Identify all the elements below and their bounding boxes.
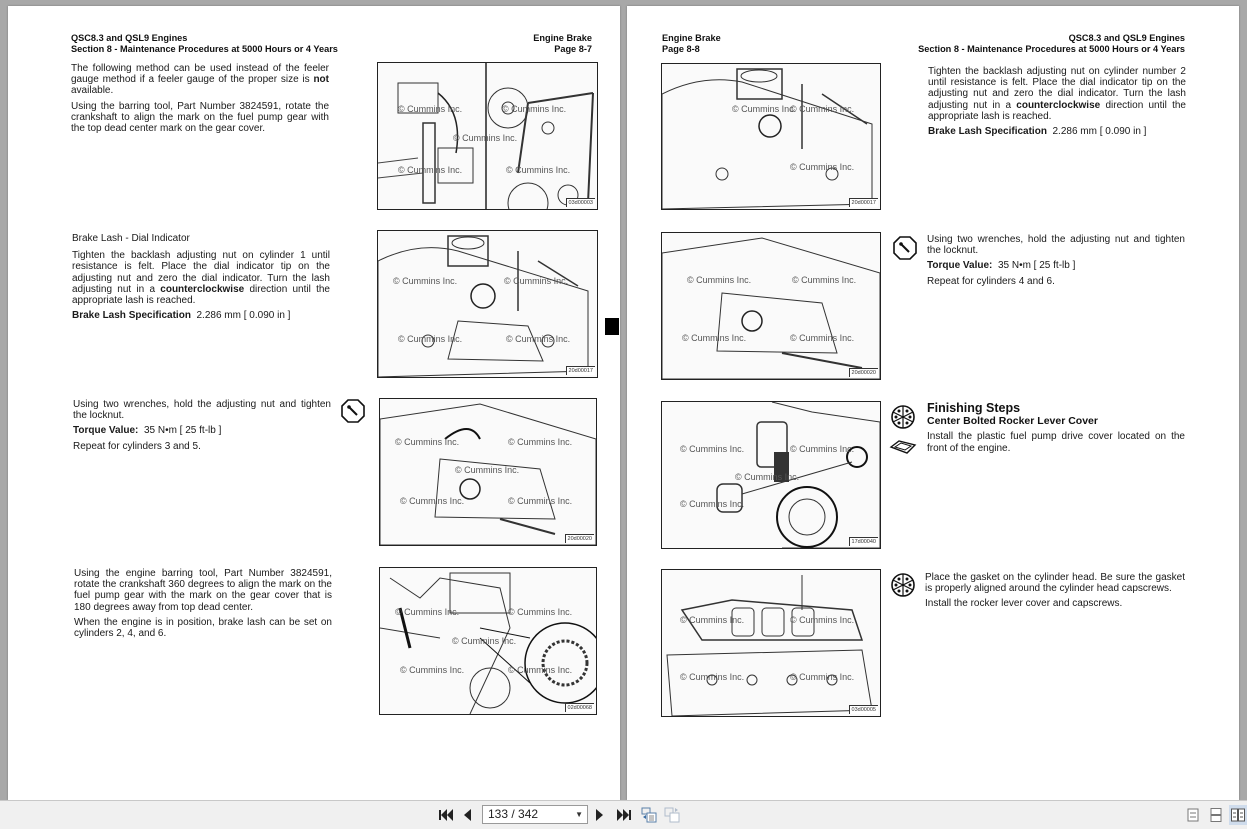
- text-block-locknut-cyl3-5: Using two wrenches, hold the adjusting nut and tighten the locknut. Torque Value: 35 N•m [ 25 ft-lb ] Repeat for cylinders 3 and 5.: [73, 399, 331, 452]
- watermark: © Cummins Inc.: [400, 665, 465, 675]
- facing-pages-icon: [1231, 808, 1245, 822]
- first-page-icon: [439, 809, 453, 821]
- figure-code: 02d00068: [565, 703, 594, 712]
- watermark: © Cummins Inc.: [680, 499, 745, 509]
- text-block-locknut-cyl4-6: Using two wrenches, hold the adjusting nut and tighten the locknut. Torque Value: 35 N•m [ 25 ft-lb ] Repeat for cylinders 4 and 6.: [927, 234, 1185, 287]
- watermark: © Cummins Inc.: [455, 465, 520, 475]
- figure-code: 20d00020: [849, 368, 878, 377]
- go-forward-view-button[interactable]: [663, 807, 681, 823]
- next-page-icon: [596, 809, 604, 821]
- chevron-down-icon: ▼: [575, 810, 583, 819]
- figure-locknut-torque: [379, 398, 597, 546]
- header-engine-model: QSC8.3 and QSL9 Engines: [1068, 33, 1185, 43]
- watermark: © Cummins Inc.: [506, 165, 571, 175]
- rocker-housing-illustration-icon: [662, 233, 880, 379]
- figure-code: 17d00040: [849, 537, 878, 546]
- watermark: © Cummins Inc.: [398, 165, 463, 175]
- watermark: © Cummins Inc.: [790, 615, 855, 625]
- finishing-steps-icon: [890, 404, 916, 430]
- page-header-left: [71, 33, 338, 54]
- two-page-view-button[interactable]: [1229, 805, 1247, 825]
- watermark: © Cummins Inc.: [508, 607, 573, 617]
- section-title: Brake Lash - Dial Indicator: [72, 233, 190, 244]
- last-page-button[interactable]: [616, 807, 632, 823]
- single-page-icon: [1187, 808, 1199, 822]
- header-topic: Engine Brake: [533, 33, 592, 43]
- continuous-view-button[interactable]: [1209, 807, 1223, 823]
- previous-page-button[interactable]: [461, 807, 473, 823]
- next-view-icon: [664, 807, 680, 823]
- previous-view-icon: [641, 807, 657, 823]
- watermark: © Cummins Inc.: [502, 104, 567, 114]
- section-title: Finishing Steps: [927, 401, 1021, 415]
- text-block-rotate-crankshaft: Using the engine barring tool, Part Number 3824591, rotate the crankshaft 360 degrees to align the mark on the fuel pump gear with the mark on the gear cover that is 180 degrees away from top dead center. When the engine is in position, brake lash can be set on cylinders 2, 4, and 6.: [74, 568, 332, 640]
- watermark: © Cummins Inc.: [400, 496, 465, 506]
- watermark: © Cummins Inc.: [682, 333, 747, 343]
- text-block-feeler-method: The following method can be used instead of the feeler gauge method if a feeler gauge of the proper size is not available. Using the barring tool, Part Number 3824591, rotate the crankshaft to align the mark on the fuel pump gear with the top dead center mark on the gear cover.: [71, 63, 329, 135]
- page-header-right: [918, 33, 1185, 54]
- next-page-button[interactable]: [594, 807, 606, 823]
- header-topic: Engine Brake: [662, 33, 721, 43]
- navigation-toolbar: [0, 800, 1247, 829]
- header-page-number: Page 8-8: [662, 43, 700, 54]
- watermark: © Cummins Inc.: [508, 665, 573, 675]
- header-page-number: Page 8-7: [554, 43, 592, 54]
- section-subtitle: Center Bolted Rocker Lever Cover: [927, 415, 1098, 428]
- text-block-finishing-steps: Finishing Steps Center Bolted Rocker Lever Cover Install the plastic fuel pump drive cover located on the front of the engine.: [927, 401, 1185, 454]
- page-divider-marker: [605, 318, 619, 335]
- torque-wrench-icon: [341, 399, 365, 423]
- text-block-brake-lash-cyl2: Tighten the backlash adjusting nut on cylinder number 2 until resistance is felt. Place the dial indicator tip on the adjusting nut and zero the dial indicator. Turn the lash adjusting nut in a counterclockwise direction until the appropriate lash is reached. Brake Lash Specification 2.286 mm [ 0.090 in ]: [928, 66, 1186, 138]
- cylinder-head-illustration-icon: [662, 570, 880, 716]
- figure-barring-360: [379, 567, 597, 715]
- watermark: © Cummins Inc.: [393, 276, 458, 286]
- torque-wrench-icon: [893, 236, 917, 260]
- continuous-pages-icon: [1210, 808, 1222, 822]
- watermark: © Cummins Inc.: [508, 496, 573, 506]
- watermark: © Cummins Inc.: [687, 275, 752, 285]
- figure-rocker-cover-gasket: [661, 569, 881, 717]
- document-page-left: [8, 6, 620, 800]
- watermark: © Cummins Inc.: [680, 444, 745, 454]
- header-section: Section 8 - Maintenance Procedures at 5000 Hours or 4 Years: [918, 43, 1185, 54]
- watermark: © Cummins Inc.: [735, 472, 800, 482]
- document-page-right: [627, 6, 1239, 800]
- page-number-value: 133 / 342: [488, 807, 539, 821]
- watermark: © Cummins Inc.: [792, 275, 857, 285]
- figure-dial-indicator-cyl2: [661, 63, 881, 210]
- watermark: © Cummins Inc.: [680, 615, 745, 625]
- watermark: © Cummins Inc.: [790, 162, 855, 172]
- rocker-housing-illustration-icon: [662, 64, 880, 209]
- watermark: © Cummins Inc.: [398, 104, 463, 114]
- previous-page-icon: [463, 809, 471, 821]
- gasket-icon: [889, 439, 917, 455]
- watermark: © Cummins Inc.: [506, 334, 571, 344]
- watermark: © Cummins Inc.: [453, 133, 518, 143]
- figure-code: 20d00020: [565, 534, 594, 543]
- page-header-left: [662, 33, 721, 54]
- watermark: © Cummins Inc.: [452, 636, 517, 646]
- text-block-install-gasket: Place the gasket on the cylinder head. Be sure the gasket is properly aligned around the cylinder head capscrews. Install the rocker lever cover and capscrews.: [925, 572, 1185, 610]
- header-engine-model: QSC8.3 and QSL9 Engines: [71, 33, 188, 43]
- header-section: Section 8 - Maintenance Procedures at 5000 Hours or 4 Years: [71, 43, 338, 54]
- figure-locknut-cyl4-6: [661, 232, 881, 380]
- figure-code: 20d00017: [849, 198, 878, 207]
- watermark: © Cummins Inc.: [680, 672, 745, 682]
- watermark: © Cummins Inc.: [395, 607, 460, 617]
- watermark: © Cummins Inc.: [398, 334, 463, 344]
- figure-dial-indicator: [377, 230, 598, 378]
- figure-code: 03d00005: [849, 705, 878, 714]
- figure-fuel-pump-cover: [661, 401, 881, 549]
- single-page-view-button[interactable]: [1186, 807, 1200, 823]
- figure-code: 03d00003: [566, 198, 595, 207]
- finishing-steps-icon: [890, 572, 916, 598]
- go-back-view-button[interactable]: [640, 807, 658, 823]
- page-header-right: [533, 33, 592, 54]
- last-page-icon: [617, 809, 631, 821]
- rocker-housing-illustration-icon: [378, 231, 597, 377]
- text-block-brake-lash-cyl1: Brake Lash - Dial Indicator Tighten the backlash adjusting nut on cylinder 1 until resistance is felt. Place the dial indicator tip on the adjusting nut and zero the dial indicator. Turn the lash adjusting nut in a counterclockwise direction until the appropriate lash is reached. Brake Lash Specification 2.286 mm [ 0.090 in ]: [72, 233, 330, 322]
- watermark: © Cummins Inc.: [504, 276, 569, 286]
- figure-barring-tool: [377, 62, 598, 210]
- first-page-button[interactable]: [438, 807, 454, 823]
- watermark: © Cummins Inc.: [395, 437, 460, 447]
- watermark: © Cummins Inc.: [790, 333, 855, 343]
- page-number-select[interactable]: [482, 805, 588, 824]
- figure-code: 20d00017: [566, 366, 595, 375]
- watermark: © Cummins Inc.: [790, 444, 855, 454]
- watermark: © Cummins Inc.: [790, 672, 855, 682]
- watermark: © Cummins Inc.: [732, 104, 797, 114]
- watermark: © Cummins Inc.: [508, 437, 573, 447]
- watermark: © Cummins Inc.: [790, 104, 855, 114]
